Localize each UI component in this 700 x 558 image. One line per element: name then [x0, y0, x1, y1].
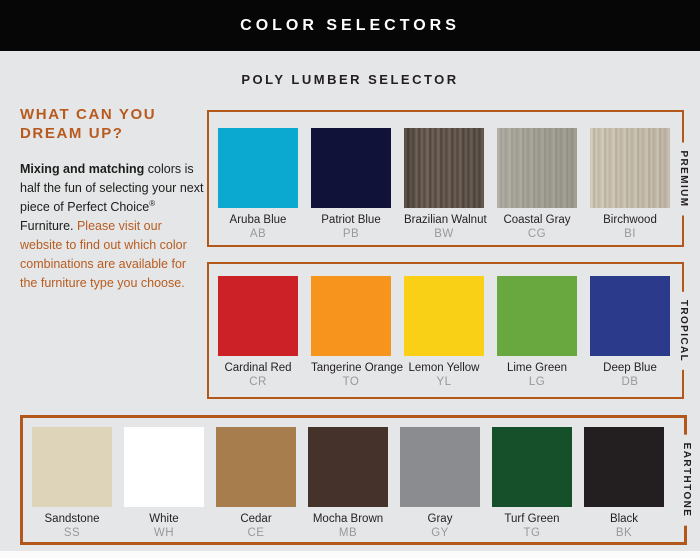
- color-swatch: [590, 128, 670, 208]
- swatch-code: LG: [528, 376, 546, 388]
- premium-group-label: PREMIUM: [677, 142, 690, 215]
- swatch-name: Mocha Brown: [312, 513, 384, 525]
- swatch-cell: [404, 276, 484, 389]
- swatch-code: CG: [527, 228, 547, 240]
- swatch-cell: [218, 128, 298, 241]
- header-bar: [0, 0, 700, 51]
- swatch-name: Coastal Gray: [503, 214, 571, 226]
- swatch-cell: [584, 427, 664, 540]
- swatch-name: Aruba Blue: [229, 214, 287, 226]
- swatch-cell: [218, 276, 298, 389]
- swatch-cell: [590, 128, 670, 241]
- color-swatch: [311, 276, 391, 356]
- premium-swatch-row: [209, 112, 682, 241]
- swatch-cell: [497, 128, 577, 241]
- swatch-name: Birchwood: [603, 214, 657, 226]
- swatch-name: Lemon Yellow: [408, 362, 480, 374]
- swatch-code: CE: [247, 527, 265, 539]
- swatch-name: Cedar: [240, 513, 272, 525]
- color-swatch: [218, 276, 298, 356]
- intro-paragraph: [20, 160, 206, 293]
- swatch-name: Sandstone: [44, 513, 100, 525]
- section-subtitle: POLY LUMBER SELECTOR: [241, 72, 459, 87]
- intro-column: [20, 105, 206, 293]
- swatch-code: WH: [153, 527, 175, 539]
- swatch-cell: [497, 276, 577, 389]
- color-swatch: [492, 427, 572, 507]
- swatch-code: MB: [338, 527, 358, 539]
- intro-black-text-2: Furniture.: [20, 219, 77, 233]
- color-swatch: [124, 427, 204, 507]
- swatch-code: TG: [523, 527, 541, 539]
- swatch-name: Turf Green: [504, 513, 560, 525]
- swatch-cell: [590, 276, 670, 389]
- footer-strip: [0, 551, 700, 558]
- swatch-name: Deep Blue: [603, 362, 657, 374]
- earthtone-group-label: EARTHTONE: [680, 435, 693, 526]
- swatch-code: GY: [431, 527, 449, 539]
- intro-heading: [20, 105, 206, 143]
- color-swatch: [404, 276, 484, 356]
- intro-black-text: colors is half the fun of selecting your next piece of Perfect Choice: [20, 162, 204, 214]
- earthtone-swatch-row: [23, 418, 684, 540]
- swatch-code: TO: [342, 376, 360, 388]
- swatch-name: Gray: [427, 513, 453, 525]
- tropical-swatch-row: [209, 264, 682, 389]
- swatch-code: PB: [342, 228, 360, 240]
- swatch-cell: [311, 128, 391, 241]
- swatch-cell: [308, 427, 388, 540]
- color-swatch: [404, 128, 484, 208]
- swatch-code: YL: [436, 376, 452, 388]
- color-swatch: [590, 276, 670, 356]
- swatch-cell: [124, 427, 204, 540]
- swatch-cell: [492, 427, 572, 540]
- swatch-code: SS: [63, 527, 81, 539]
- swatch-name: Lime Green: [506, 362, 568, 374]
- tropical-group-box: [207, 262, 689, 399]
- tropical-group-label: TROPICAL: [677, 291, 690, 369]
- swatch-code: DB: [621, 376, 639, 388]
- color-swatch: [311, 128, 391, 208]
- earthtone-group-box: [20, 415, 692, 545]
- intro-heading-line2: DREAM UP?: [20, 125, 124, 142]
- intro-bold-text: Mixing and matching: [20, 162, 145, 176]
- color-swatch: [32, 427, 112, 507]
- color-swatch: [216, 427, 296, 507]
- color-swatch: [497, 276, 577, 356]
- color-swatch: [497, 128, 577, 208]
- color-swatch: [400, 427, 480, 507]
- swatch-code: BK: [615, 527, 633, 539]
- swatch-cell: [216, 427, 296, 540]
- intro-heading-line1: WHAT CAN YOU: [20, 106, 157, 123]
- swatch-code: CR: [249, 376, 267, 388]
- color-swatch: [218, 128, 298, 208]
- page-title: COLOR SELECTORS: [240, 16, 460, 34]
- swatch-code: AB: [249, 228, 267, 240]
- swatch-cell: [32, 427, 112, 540]
- color-swatch: [308, 427, 388, 507]
- color-swatch: [584, 427, 664, 507]
- swatch-cell: [400, 427, 480, 540]
- registered-mark: ®: [149, 198, 156, 208]
- premium-group-box: [207, 110, 689, 247]
- swatch-cell: [404, 128, 487, 241]
- swatch-name: White: [149, 513, 179, 525]
- swatch-code: BI: [624, 228, 636, 240]
- swatch-name: Black: [609, 513, 639, 525]
- intro-orange-text: Please visit our website to find out which color combinations are available for the furniture type you choose.: [20, 219, 187, 290]
- swatch-name: Tangerine Orange: [311, 362, 404, 374]
- swatch-name: Patriot Blue: [321, 214, 381, 226]
- swatch-code: BW: [434, 228, 454, 240]
- swatch-cell: [311, 276, 404, 389]
- swatch-name: Cardinal Red: [224, 362, 292, 374]
- swatch-name: Brazilian Walnut: [404, 214, 487, 226]
